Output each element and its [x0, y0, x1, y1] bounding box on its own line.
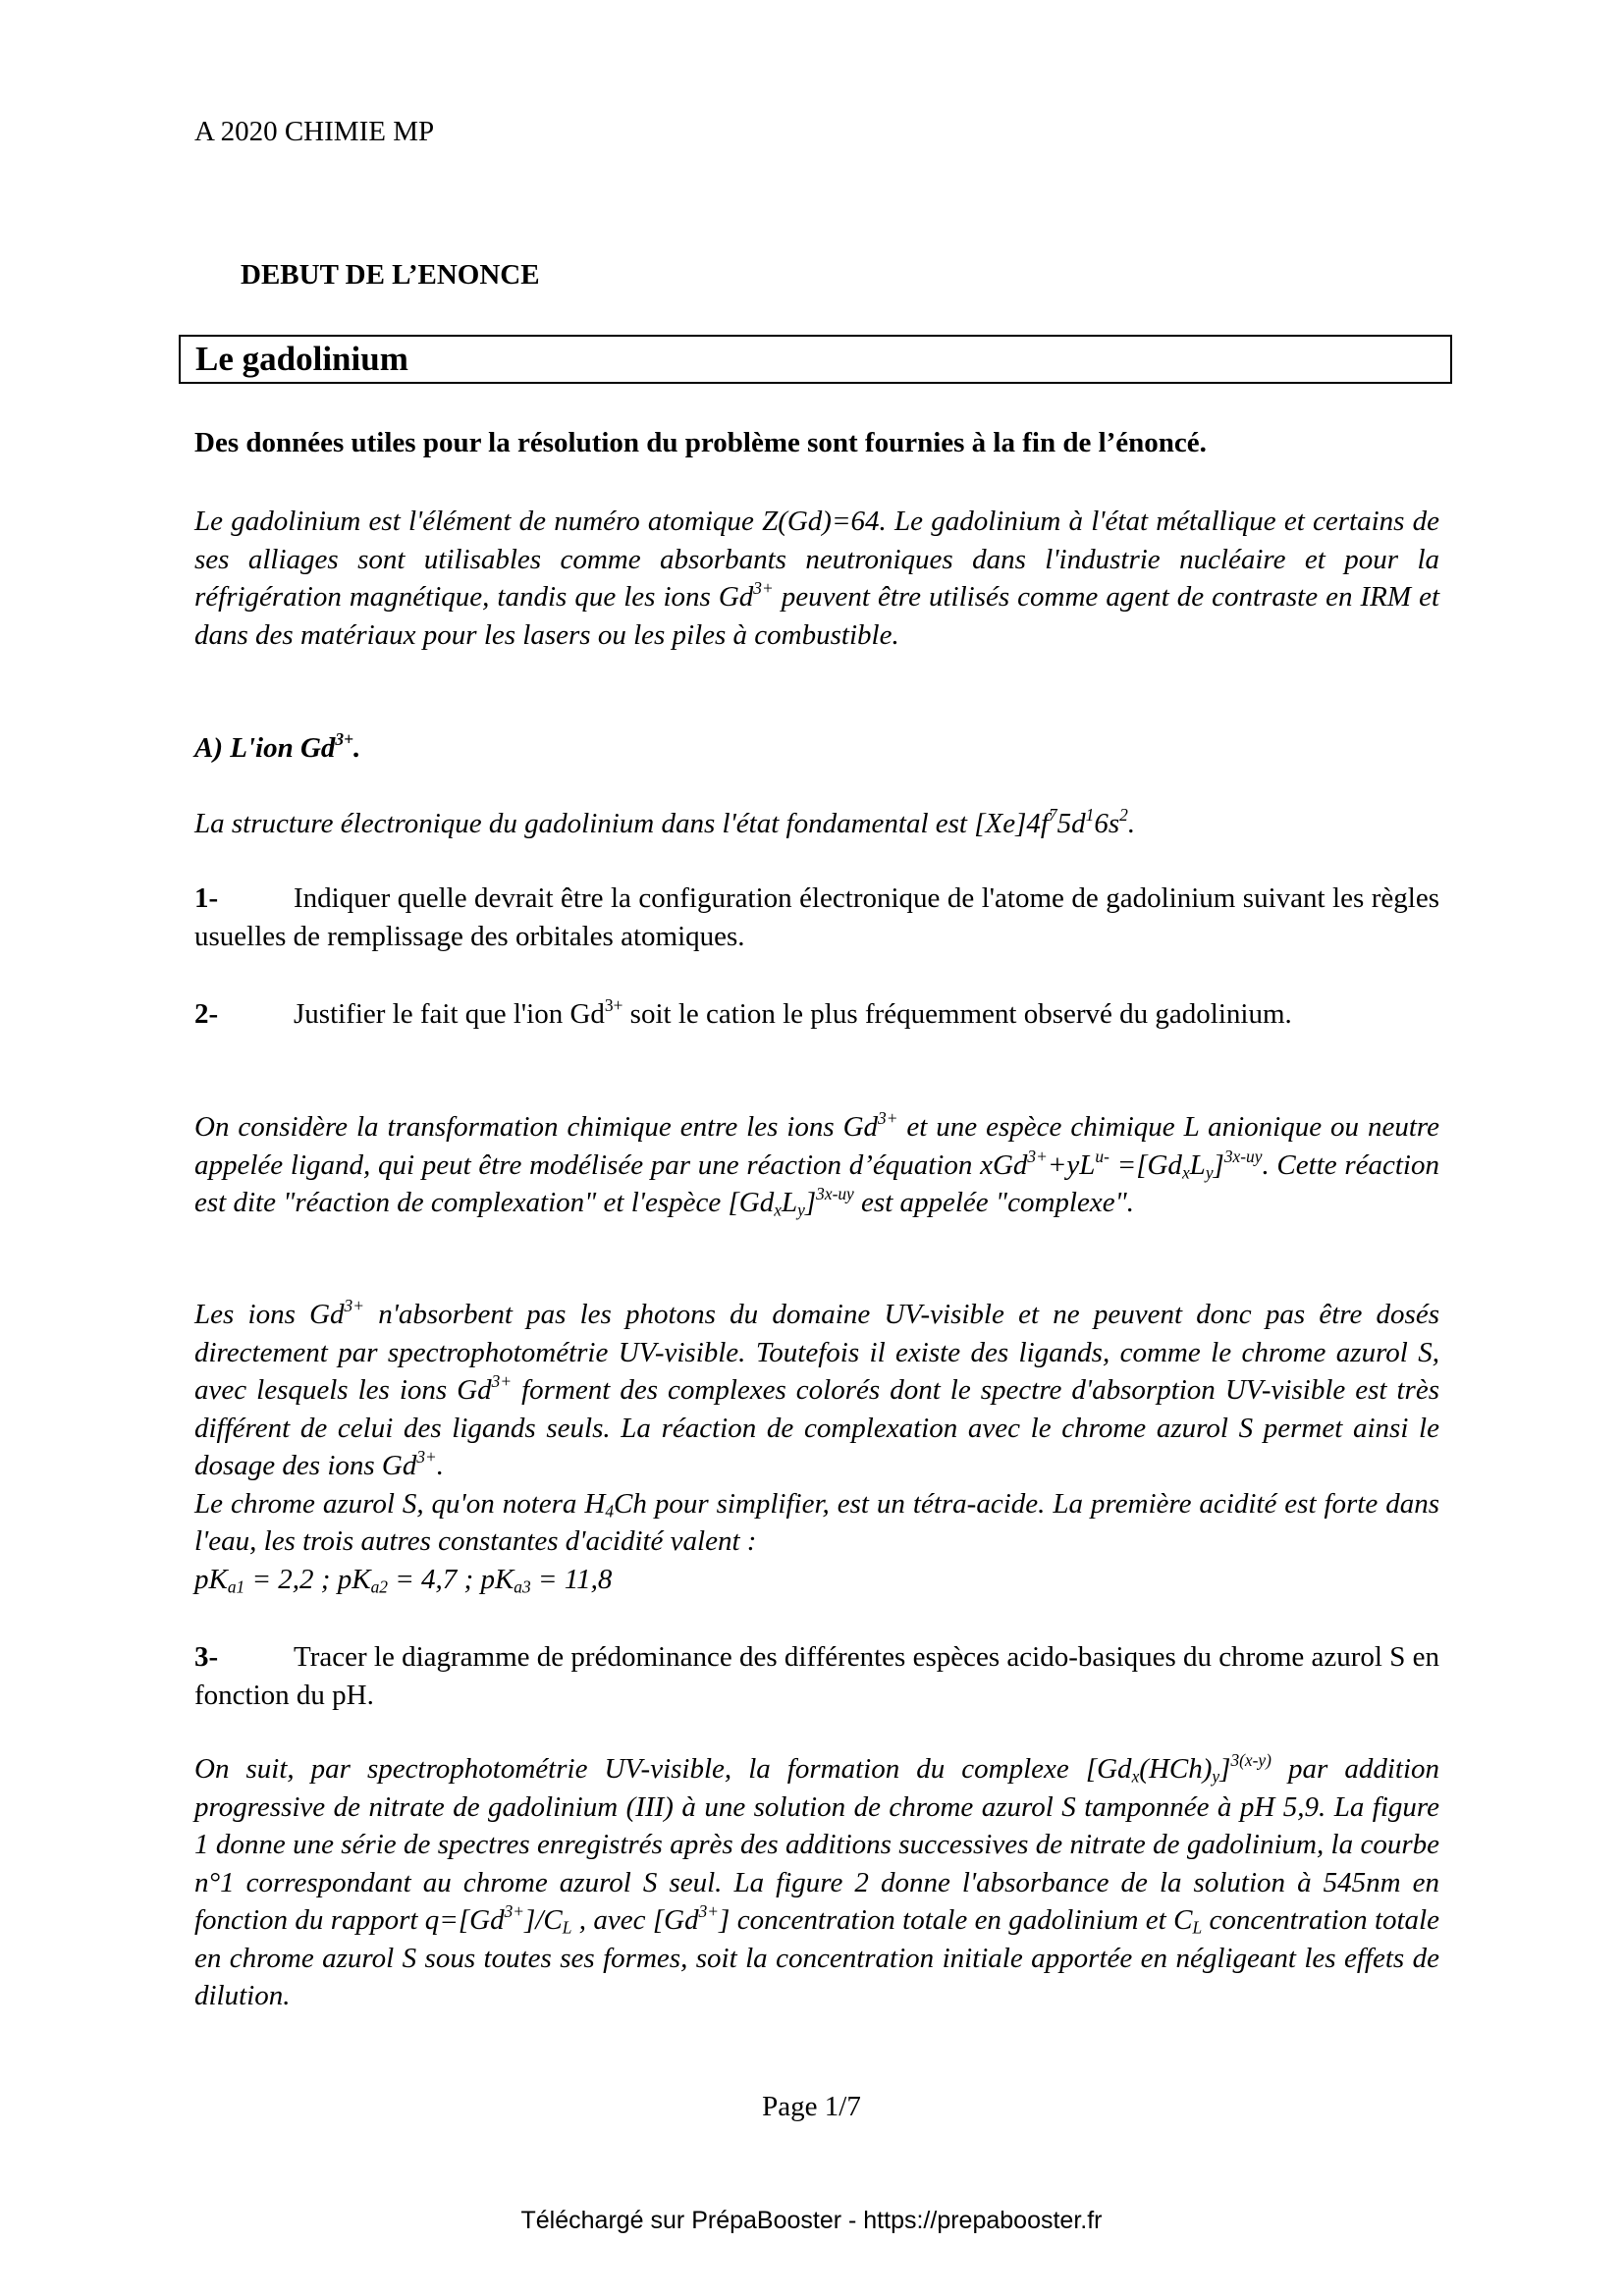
question-3: 3- Tracer le diagramme de prédominance des différentes espèces acido-basiques du chrome azurol S en fonction du pH.	[194, 1638, 1439, 1714]
question-number: 3-	[194, 1641, 219, 1673]
part-a-title: A) L'ion $Gd^{3+}$.	[194, 728, 361, 764]
azurol-paragraph: Le chrome azurol S, qu'on notera $H_4Ch$ pour simplifier, est un tétra-acide. La première acidité est forte dans l'eau, les trois autres constantes d'acidité valent :	[194, 1487, 1439, 1557]
start-label: DEBUT DE L’ENONCE	[241, 259, 540, 291]
exam-header: A 2020 CHIMIE MP	[194, 116, 435, 147]
section-title: Le gadolinium	[195, 340, 408, 378]
intro-paragraph: Le gadolinium est l'élément de numéro atomique Z(Gd)=64. Le gadolinium à l'état métallique et certains de ses alliages sont utilisables comme absorbants neutroniques dans l'industrie nucléaire et pour la réfrigération magnétique, tandis que les ions $Gd^{3+}$ peuvent être utilisés comme agent de contraste en IRM et dans des matériaux pour les lasers ou les piles à combustible.	[194, 506, 1439, 651]
question-1: 1- Indiquer quelle devrait être la configuration électronique de l'atome de gadolinium suivant les règles usuelles de remplissage des orbitales atomiques.	[194, 880, 1439, 955]
question-number: 1-	[194, 882, 219, 914]
page-number: Page 1/7	[762, 2091, 861, 2122]
notice: Des données utiles pour la résolution du problème sont fournies à la fin de l’énoncé.	[194, 427, 1207, 458]
electronic-structure: La structure électronique du gadolinium dans l'état fondamental est $[Xe]4f^75d^16s^2$.	[194, 804, 1136, 839]
pka-values: $pK_{a1} = 2,2$ ; $pK_{a2} = 4,7$ ; $pK_{a3} = 11,8$	[194, 1563, 613, 1596]
uv-visible-paragraph: Les ions $Gd^{3+}$ n'absorbent pas les photons du domaine UV-visible et ne peuvent donc pas être dosés directement par spectrophotométrie UV-visible. Toutefois il existe des ligands, comme le chrome azurol S, avec lesquels les ions $Gd^{3+}$ forment des complexes colorés dont le spectre d'absorption UV-visible est très différent de celui des ligands seuls. La réaction de complexation avec le chrome azurol S permet ainsi le dosage des ions $Gd^{3+}$. Le chrome azurol S, qu'on notera $H_4Ch$ pour simplifier, est un tétra-acide. La première acidité est forte dans l'eau, les trois autres constantes d'acidité valent : $pK_{a1} = 2,2$ ; $pK_{a2} = 4,7$ ; $pK_{a3} = 11,8$	[194, 1296, 1439, 1598]
question-number: 2-	[194, 998, 219, 1030]
section-title-box	[179, 335, 1452, 384]
download-notice: Téléchargé sur PrépaBooster - https://prepabooster.fr	[520, 2207, 1103, 2234]
spectro-paragraph: On suit, par spectrophotométrie UV-visible, la formation du complexe $[Gd_x(HCh)_y]^{3(x-y)}$ par addition progressive de nitrate de gadolinium (III) à une solution de chrome azurol S tamponnée à pH 5,9. La figure 1 donne une série de spectres enregistrés après des additions successives de nitrate de gadolinium, la courbe n°1 correspondant au chrome azurol S seul. La figure 2 donne l'absorbance de la solution à 545nm en fonction du rapport $q=[Gd^{3+}]/C_L$ , avec $[Gd^{3+}]$ concentration totale en gadolinium et $C_L$ concentration totale en chrome azurol S sous toutes ses formes, soit la concentration initiale apportée en négligeant les effets de dilution.	[194, 1749, 1439, 2011]
question-2: 2- Justifier le fait que l'ion $Gd^{3+}$ soit le cation le plus fréquemment observé du gadolinium.	[194, 995, 1439, 1034]
complexation-paragraph: On considère la transformation chimique entre les ions $Gd^{3+}$ et une espèce chimique L anionique ou neutre appelée ligand, qui peut être modélisée par une réaction d’équation $xGd^{3+}+yL^{u-} =[Gd_xL_y]^{3x-uy}$. Cette réaction est dite "réaction de complexation" et l'espèce $[Gd_xL_y]^{3x-uy}$ est appelée "complexe".	[194, 1107, 1439, 1220]
